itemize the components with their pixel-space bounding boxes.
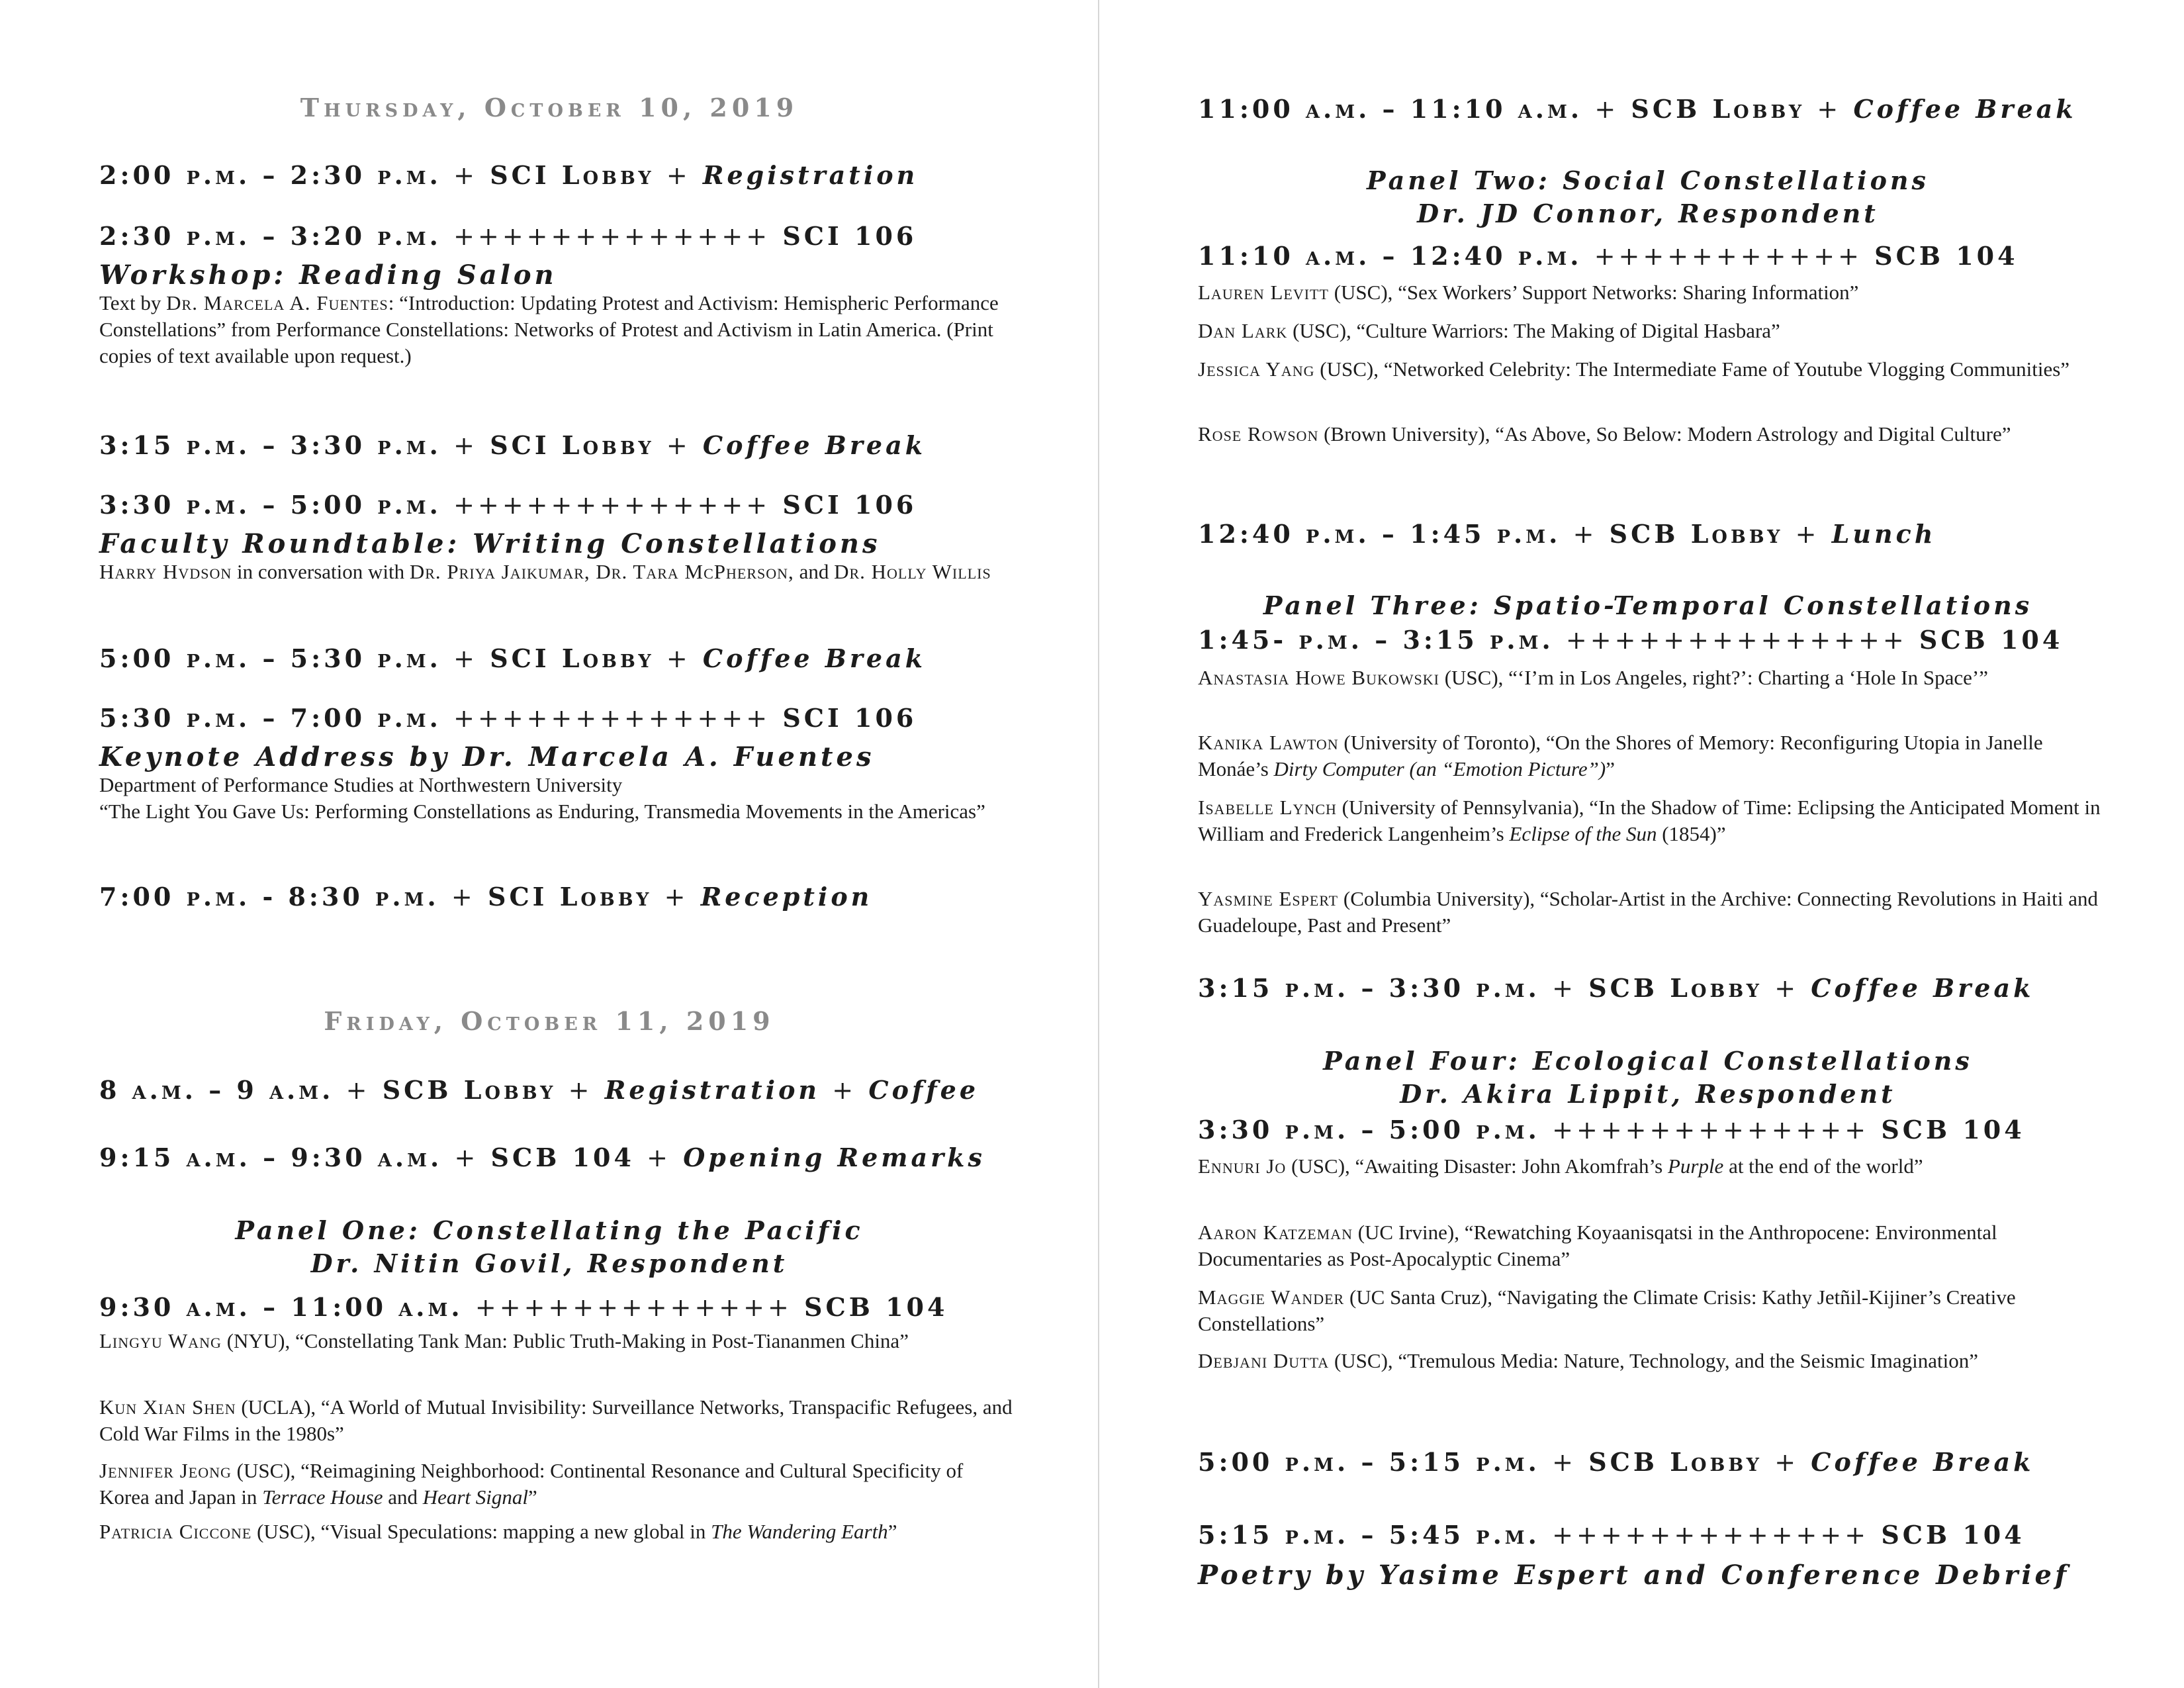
schedule-row-panel-two: 11:10 a.m. – 12:40 p.m. +++++++++++ SCB 104: [1198, 241, 2019, 271]
paper-entry: Debjani Dutta (USC), “Tremulous Media: Nature, Technology, and the Seismic Imagination”: [1198, 1349, 1978, 1372]
paper-entry: Ennuri Jo (USC), “Awaiting Disaster: John Akomfrah’s Purple at the end of the world”: [1198, 1154, 1923, 1178]
schedule-row-coffee-break: 11:00 a.m. – 11:10 a.m. + SCB Lobby + Coffee Break: [1198, 94, 2077, 124]
paper-entry: Dan Lark (USC), “Culture Warriors: The Making of Digital Hasbara”: [1198, 319, 1780, 342]
schedule-row-coffee-break: 5:00 p.m. – 5:30 p.m. + SCI Lobby + Coffee Break: [99, 643, 927, 673]
panel-title-two: Panel Two: Social Constellations: [1367, 165, 1929, 195]
schedule-row-opening-remarks: 9:15 a.m. – 9:30 a.m. + SCB 104 + Opening Remarks: [99, 1143, 985, 1172]
session-title-workshop: Workshop: Reading Salon: [99, 259, 557, 291]
session-description-roundtable: Harry Hvdson in conversation with Dr. Priya Jaikumar, Dr. Tara McPherson, and Dr. Holly Willis: [99, 560, 991, 583]
paper-entry: Patricia Ciccone (USC), “Visual Speculations: mapping a new global in The Wandering Earth”: [99, 1520, 897, 1543]
paper-entry: Anastasia Howe Bukowski (USC), “‘I’m in Los Angeles, right?’: Charting a ‘Hole In Space’”: [1198, 666, 1988, 689]
panel-respondent-four: Dr. Akira Lippit, Respondent: [1400, 1079, 1896, 1109]
panel-respondent-two: Dr. JD Connor, Respondent: [1417, 199, 1879, 228]
session-title-roundtable: Faculty Roundtable: Writing Constellations: [99, 528, 881, 559]
paper-entry: Lauren Levitt (USC), “Sex Workers’ Support Networks: Sharing Information”: [1198, 281, 1859, 304]
schedule-row-coffee-break: 3:15 p.m. – 3:30 p.m. + SCB Lobby + Coffee Break: [1198, 973, 2034, 1003]
session-description-workshop: Text by Dr. Marcela A. Fuentes: “Introduction: Updating Protest and Activism: Hemispheric Performance Constellations” from Performance Constellations: Networks of Protest and Activism in Latin America. (Print copies of text available upon request.): [99, 291, 999, 367]
paper-entry: Jennifer Jeong (USC), “Reimagining Neighborhood: Continental Resonance and Cultural Specificity of Korea and Japan in Terrace House and Heart Signal”: [99, 1459, 964, 1509]
schedule-row-keynote: 5:30 p.m. – 7:00 p.m. +++++++++++++ SCI 106: [99, 703, 917, 733]
page-divider: [1098, 0, 1099, 1688]
paper-entry: Kun Xian Shen (UCLA), “A World of Mutual Invisibility: Surveillance Networks, Transpacific Refugees, and Cold War Films in the 1980s”: [99, 1395, 1013, 1445]
schedule-row-panel-four: 3:30 p.m. – 5:00 p.m. +++++++++++++ SCB 104: [1198, 1115, 2025, 1145]
day-heading-friday: Friday, October 11, 2019: [324, 1006, 775, 1036]
schedule-row-coffee-break: 5:00 p.m. – 5:15 p.m. + SCB Lobby + Coffee Break: [1198, 1447, 2034, 1477]
session-description-keynote: Department of Performance Studies at Northwestern University “The Light You Gave Us: Performing Constellations as Enduring, Transmedia Movements in the Americas”: [99, 773, 985, 823]
paper-entry: Kanika Lawton (University of Toronto), “On the Shores of Memory: Reconfiguring Utopia in Janelle Monáe’s Dirty Computer (an “Emotion Picture”)”: [1198, 731, 2043, 780]
schedule-row-registration-friday: 8 a.m. – 9 a.m. + SCB Lobby + Registration + Coffee: [99, 1075, 979, 1105]
panel-title-one: Panel One: Constellating the Pacific: [235, 1215, 864, 1245]
schedule-row-panel-three: 1:45- p.m. – 3:15 p.m. ++++++++++++++ SCB 104: [1198, 625, 2064, 655]
paper-entry: Isabelle Lynch (University of Pennsylvania), “In the Shadow of Time: Eclipsing the Anticipated Moment in William and Frederick Langenheim’s Eclipse of the Sun (1854)”: [1198, 796, 2101, 845]
session-title-keynote: Keynote Address by Dr. Marcela A. Fuentes: [99, 741, 875, 773]
paper-entry: Jessica Yang (USC), “Networked Celebrity: The Intermediate Fame of Youtube Vlogging Communities”: [1198, 357, 2070, 381]
panel-title-four: Panel Four: Ecological Constellations: [1323, 1046, 1973, 1076]
paper-entry: Aaron Katzeman (UC Irvine), “Rewatching Koyaanisqatsi in the Anthropocene: Environmental Documentaries as Post-Apocalyptic Cinema”: [1198, 1221, 1997, 1270]
location: SCI Lobby: [490, 160, 655, 190]
paper-entry: Lingyu Wang (NYU), “Constellating Tank Man: Public Truth-Making in Post-Tiananmen China”: [99, 1329, 909, 1352]
day-heading-thursday: Thursday, October 10, 2019: [300, 93, 799, 122]
paper-entry: Maggie Wander (UC Santa Cruz), “Navigating the Climate Crisis: Kathy Jetñil-Kijiner’s Creative Constellations”: [1198, 1286, 2016, 1335]
panel-title-three: Panel Three: Spatio-Temporal Constellations: [1263, 590, 2033, 620]
schedule-row-roundtable: 3:30 p.m. – 5:00 p.m. +++++++++++++ SCI 106: [99, 490, 917, 520]
paper-entry: Yasmine Espert (Columbia University), “Scholar-Artist in the Archive: Connecting Revolutions in Haiti and Guadeloupe, Past and Present”: [1198, 887, 2099, 937]
schedule-row-final: 5:15 p.m. – 5:45 p.m. +++++++++++++ SCB 104: [1198, 1520, 2025, 1550]
time: 2:00 p.m. – 2:30 p.m.: [99, 160, 441, 190]
schedule-row-panel-one: 9:30 a.m. – 11:00 a.m. +++++++++++++ SCB 104: [99, 1292, 948, 1322]
schedule-row-lunch: 12:40 p.m. – 1:45 p.m. + SCB Lobby + Lunch: [1198, 519, 1936, 549]
event: Registration: [702, 160, 919, 190]
schedule-row-reception: 7:00 p.m. - 8:30 p.m. + SCI Lobby + Reception: [99, 882, 873, 912]
schedule-row-registration: 2:00 p.m. – 2:30 p.m. + SCI Lobby + Registration: [99, 160, 919, 190]
schedule-row-workshop: 2:30 p.m. – 3:20 p.m. +++++++++++++ SCI 106: [99, 221, 917, 251]
panel-respondent-one: Dr. Nitin Govil, Respondent: [310, 1248, 788, 1278]
schedule-row-coffee-break: 3:15 p.m. – 3:30 p.m. + SCI Lobby + Coffee Break: [99, 430, 927, 460]
session-title-final: Poetry by Yasime Espert and Conference Debrief: [1198, 1560, 2070, 1591]
paper-entry: Rose Rowson (Brown University), “As Above, So Below: Modern Astrology and Digital Culture”: [1198, 422, 2011, 445]
